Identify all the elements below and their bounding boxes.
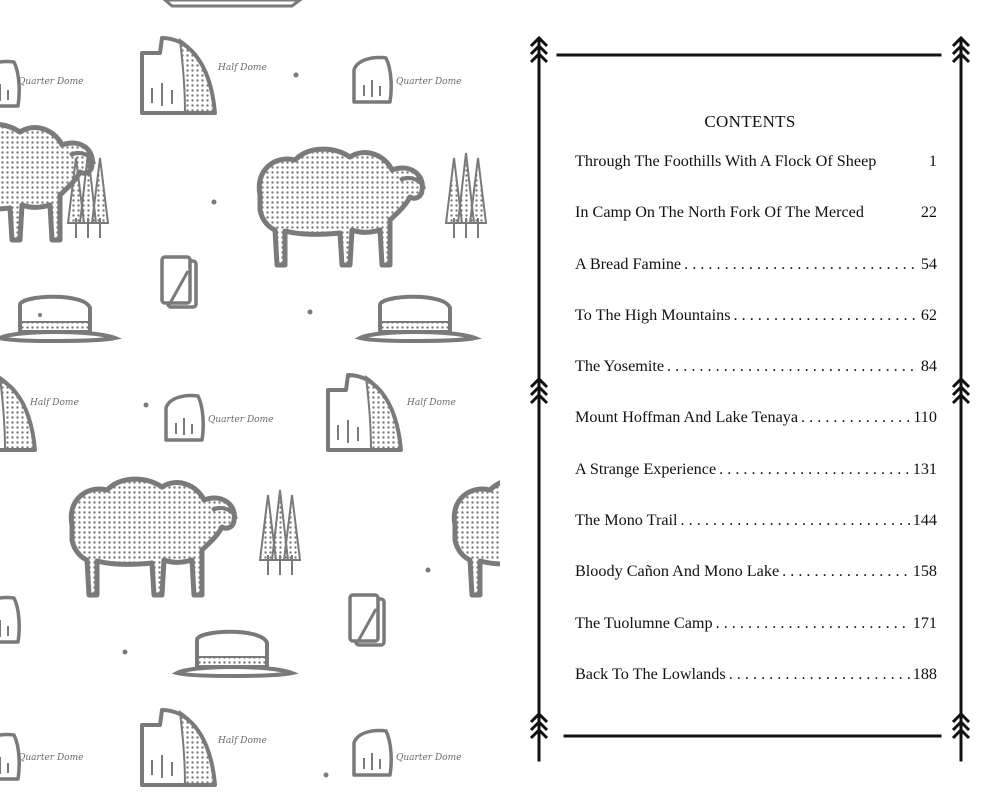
toc-entry-page: 84 xyxy=(920,357,937,376)
leader-dots xyxy=(719,460,911,479)
quarter-dome-label: Quarter Dome xyxy=(208,415,274,425)
toc-entry[interactable] xyxy=(575,665,937,716)
quarter-dome-label: Quarter Dome xyxy=(396,77,462,87)
leader-dots xyxy=(782,562,911,581)
leader-dots xyxy=(684,255,919,274)
toc-entry[interactable] xyxy=(575,357,937,408)
half-dome-label: Half Dome xyxy=(218,63,267,73)
quarter-dome-label: Quarter Dome xyxy=(396,753,462,763)
toc-entry[interactable] xyxy=(575,306,937,357)
toc-entry-page: 62 xyxy=(920,305,937,324)
toc-entry-page: 188 xyxy=(912,664,937,683)
toc-entry-title: The Tuolumne Camp xyxy=(575,613,713,632)
toc-list xyxy=(575,152,937,716)
toc-entry-page: 171 xyxy=(912,613,937,632)
toc-entry[interactable] xyxy=(575,614,937,665)
toc-entry[interactable] xyxy=(575,562,937,613)
toc-entry-page: 22 xyxy=(920,203,937,222)
toc-entry-title: In Camp On The North Fork Of The Merced xyxy=(575,203,864,222)
leader-dots xyxy=(729,665,911,684)
toc-entry-title: Through The Foothills With A Flock Of Sheep xyxy=(575,152,877,170)
toc-entry-title: Bloody Cañon And Mono Lake xyxy=(575,562,780,581)
toc-entry-title: The Yosemite xyxy=(575,357,665,376)
toc-entry-title: A Strange Experience xyxy=(575,459,717,478)
toc-entry-title: The Mono Trail xyxy=(575,511,678,530)
toc-entry-title: Mount Hoffman And Lake Tenaya xyxy=(575,408,799,427)
toc-entry-page: 131 xyxy=(912,459,937,478)
toc-entry[interactable] xyxy=(575,511,937,562)
half-dome-label: Half Dome xyxy=(407,398,456,408)
toc-entry[interactable] xyxy=(575,408,937,459)
leader-dots xyxy=(801,408,911,427)
toc-entry-page: 158 xyxy=(912,562,937,581)
toc-entry[interactable] xyxy=(575,152,937,203)
toc-entry-title: Back To The Lowlands xyxy=(575,664,726,683)
toc-entry-page: 1 xyxy=(928,152,937,170)
half-dome-label: Half Dome xyxy=(218,736,267,746)
toc-entry-page: 144 xyxy=(912,511,937,530)
toc-entry-title: To The High Mountains xyxy=(575,305,731,324)
toc-entry[interactable] xyxy=(575,203,937,254)
toc-entry[interactable] xyxy=(575,460,937,511)
quarter-dome-label: Quarter Dome xyxy=(18,77,84,87)
table-of-contents-page xyxy=(500,0,1000,800)
half-dome-label: Half Dome xyxy=(30,398,79,408)
leader-dots xyxy=(716,614,911,633)
leader-dots xyxy=(734,306,919,325)
toc-entry-page: 110 xyxy=(913,408,937,427)
toc-title: CONTENTS xyxy=(704,112,796,131)
toc-entry-page: 54 xyxy=(920,254,937,273)
toc-entry[interactable] xyxy=(575,255,937,306)
toc-entry-title: A Bread Famine xyxy=(575,254,682,273)
quarter-dome-label: Quarter Dome xyxy=(18,753,84,763)
leader-dots xyxy=(681,511,911,530)
leader-dots xyxy=(667,357,919,376)
